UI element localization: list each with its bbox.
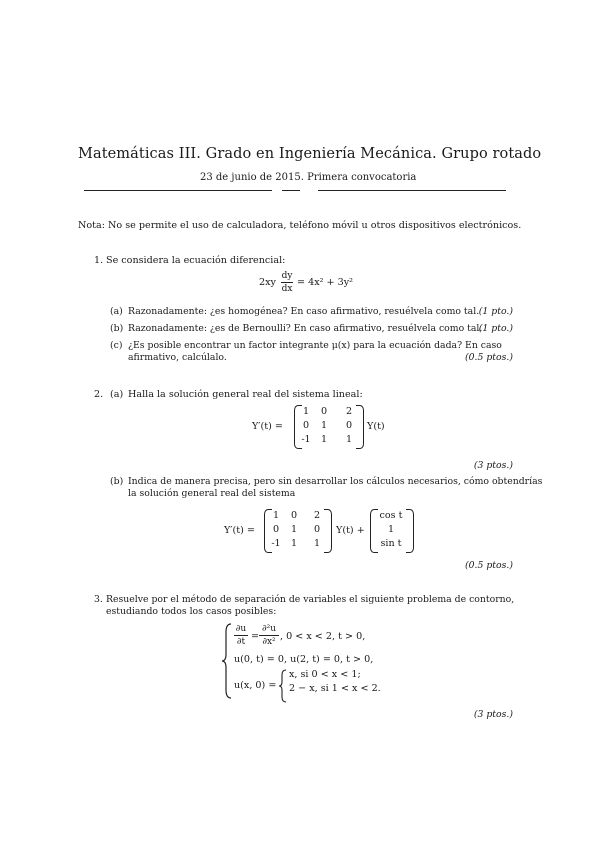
q2-a-label: (a) bbox=[110, 389, 124, 400]
q2-b-m22: 1 bbox=[313, 538, 321, 549]
left-brace-icon bbox=[221, 622, 233, 700]
q2-a-m11: 1 bbox=[320, 420, 328, 431]
q2-a-m01: 0 bbox=[320, 406, 328, 417]
fraction-bar bbox=[234, 635, 248, 636]
q1-b-label: (b) bbox=[110, 323, 124, 334]
q1-c-text-line1: ¿Es posible encontrar un factor integrante μ(x) para la ecuación dada? En caso bbox=[128, 340, 502, 351]
q1-equation-fraction bbox=[281, 271, 293, 294]
rule-right bbox=[318, 190, 506, 191]
q3-text-line1: Resuelve por el método de separación de variables el siguiente problema de contorno, bbox=[106, 594, 515, 605]
q1-eq-num: dy bbox=[281, 271, 293, 281]
rule-left bbox=[84, 190, 272, 191]
q3-pde-eq: = bbox=[251, 631, 260, 642]
q2-a-m12: 0 bbox=[345, 420, 353, 431]
q2-b-m02: 2 bbox=[313, 510, 321, 521]
q3-initial-lhs: u(x, 0) = bbox=[234, 680, 277, 691]
q2-a-points: (3 ptos.) bbox=[473, 460, 513, 471]
q2-a-m10: 0 bbox=[302, 420, 310, 431]
q3-number: 3. bbox=[94, 594, 103, 605]
q2-number: 2. bbox=[94, 389, 104, 400]
q2-b-lhs: Y′(t) = bbox=[224, 525, 255, 536]
q2-b-m20: -1 bbox=[271, 538, 281, 549]
q2-a-m22: 1 bbox=[345, 434, 353, 445]
q3-points: (3 ptos.) bbox=[473, 709, 513, 720]
q3-pde-den1: ∂t bbox=[236, 637, 246, 647]
q1-intro: Se considera la ecuación diferencial: bbox=[106, 255, 286, 266]
q2-b-m11: 1 bbox=[290, 524, 298, 535]
q3-boundary-conditions: u(0, t) = 0, u(2, t) = 0, t > 0, bbox=[234, 654, 374, 665]
q1-a-points: (1 pto.) bbox=[478, 306, 513, 317]
q1-number: 1. bbox=[94, 255, 104, 266]
rule-mid bbox=[282, 190, 300, 191]
q2-b-points: (0.5 ptos.) bbox=[464, 560, 513, 571]
q1-a-text: Razonadamente: ¿es homogénea? En caso afirmativo, resuélvela como tal. bbox=[128, 306, 480, 317]
q1-c-label: (c) bbox=[110, 340, 123, 351]
q3-pde-lhs bbox=[234, 624, 248, 647]
right-paren bbox=[324, 509, 332, 553]
q1-equation-right: = 4x² + 3y² bbox=[297, 277, 353, 288]
left-brace-icon bbox=[278, 669, 287, 703]
q3-pde-num1: ∂u bbox=[235, 624, 247, 634]
q1-eq-den: dx bbox=[281, 284, 293, 294]
q2-a-text: Halla la solución general real del sistema lineal: bbox=[128, 389, 363, 400]
q3-pde-den2: ∂x² bbox=[262, 637, 276, 647]
right-paren bbox=[356, 405, 364, 449]
q1-b-text: Razonadamente: ¿es de Bernoulli? En caso afirmativo, resuélvela como tal. bbox=[128, 323, 483, 334]
q3-pde-num2: ∂²u bbox=[261, 624, 277, 634]
q2-a-m20: -1 bbox=[301, 434, 311, 445]
q3-text-line2: estudiando todos los casos posibles: bbox=[106, 606, 277, 617]
exam-subtitle: 23 de junio de 2015. Primera convocatoria bbox=[200, 172, 417, 183]
q3-pde-conditions: , 0 < x < 2, t > 0, bbox=[280, 631, 366, 642]
q1-c-points: (0.5 ptos.) bbox=[464, 352, 513, 363]
q2-b-mid: Y(t) + bbox=[336, 525, 365, 536]
exam-title: Matemáticas III. Grado en Ingeniería Mecánica. Grupo rotado bbox=[78, 146, 542, 162]
q3-pde-rhs bbox=[259, 624, 279, 647]
fraction-bar bbox=[281, 282, 293, 283]
q2-b-text-line1: Indica de manera precisa, pero sin desarrollar los cálculos necesarios, cómo obtendrías bbox=[128, 476, 543, 487]
q2-b-label: (b) bbox=[110, 476, 124, 487]
q1-equation-left: 2xy bbox=[259, 277, 276, 288]
q2-b-m12: 0 bbox=[313, 524, 321, 535]
q2-b-m21: 1 bbox=[290, 538, 298, 549]
q2-b-m00: 1 bbox=[272, 510, 280, 521]
q3-initial-case1: x, si 0 < x < 1; bbox=[289, 669, 361, 680]
q2-a-m02: 2 bbox=[345, 406, 353, 417]
q2-b-v0: cos t bbox=[379, 510, 403, 521]
exam-note: Nota: No se permite el uso de calculadora, teléfono móvil u otros dispositivos electrónicos. bbox=[78, 220, 522, 231]
q3-initial-case2: 2 − x, si 1 < x < 2. bbox=[289, 683, 381, 694]
q2-b-m01: 0 bbox=[290, 510, 298, 521]
q2-a-rhs: Y(t) bbox=[367, 421, 385, 432]
q2-a-m00: 1 bbox=[302, 406, 310, 417]
q2-b-text-line2: la solución general real del sistema bbox=[128, 488, 296, 499]
q1-a-label: (a) bbox=[110, 306, 123, 317]
q2-b-v2: sin t bbox=[380, 538, 402, 549]
q2-a-m21: 1 bbox=[320, 434, 328, 445]
q1-b-points: (1 pto.) bbox=[478, 323, 513, 334]
q2-a-lhs: Y′(t) = bbox=[252, 421, 283, 432]
fraction-bar bbox=[259, 635, 279, 636]
right-paren bbox=[406, 509, 414, 553]
q1-c-text-line2: afirmativo, calcúlalo. bbox=[128, 352, 227, 363]
q2-b-v1: 1 bbox=[387, 524, 395, 535]
q2-b-m10: 0 bbox=[272, 524, 280, 535]
